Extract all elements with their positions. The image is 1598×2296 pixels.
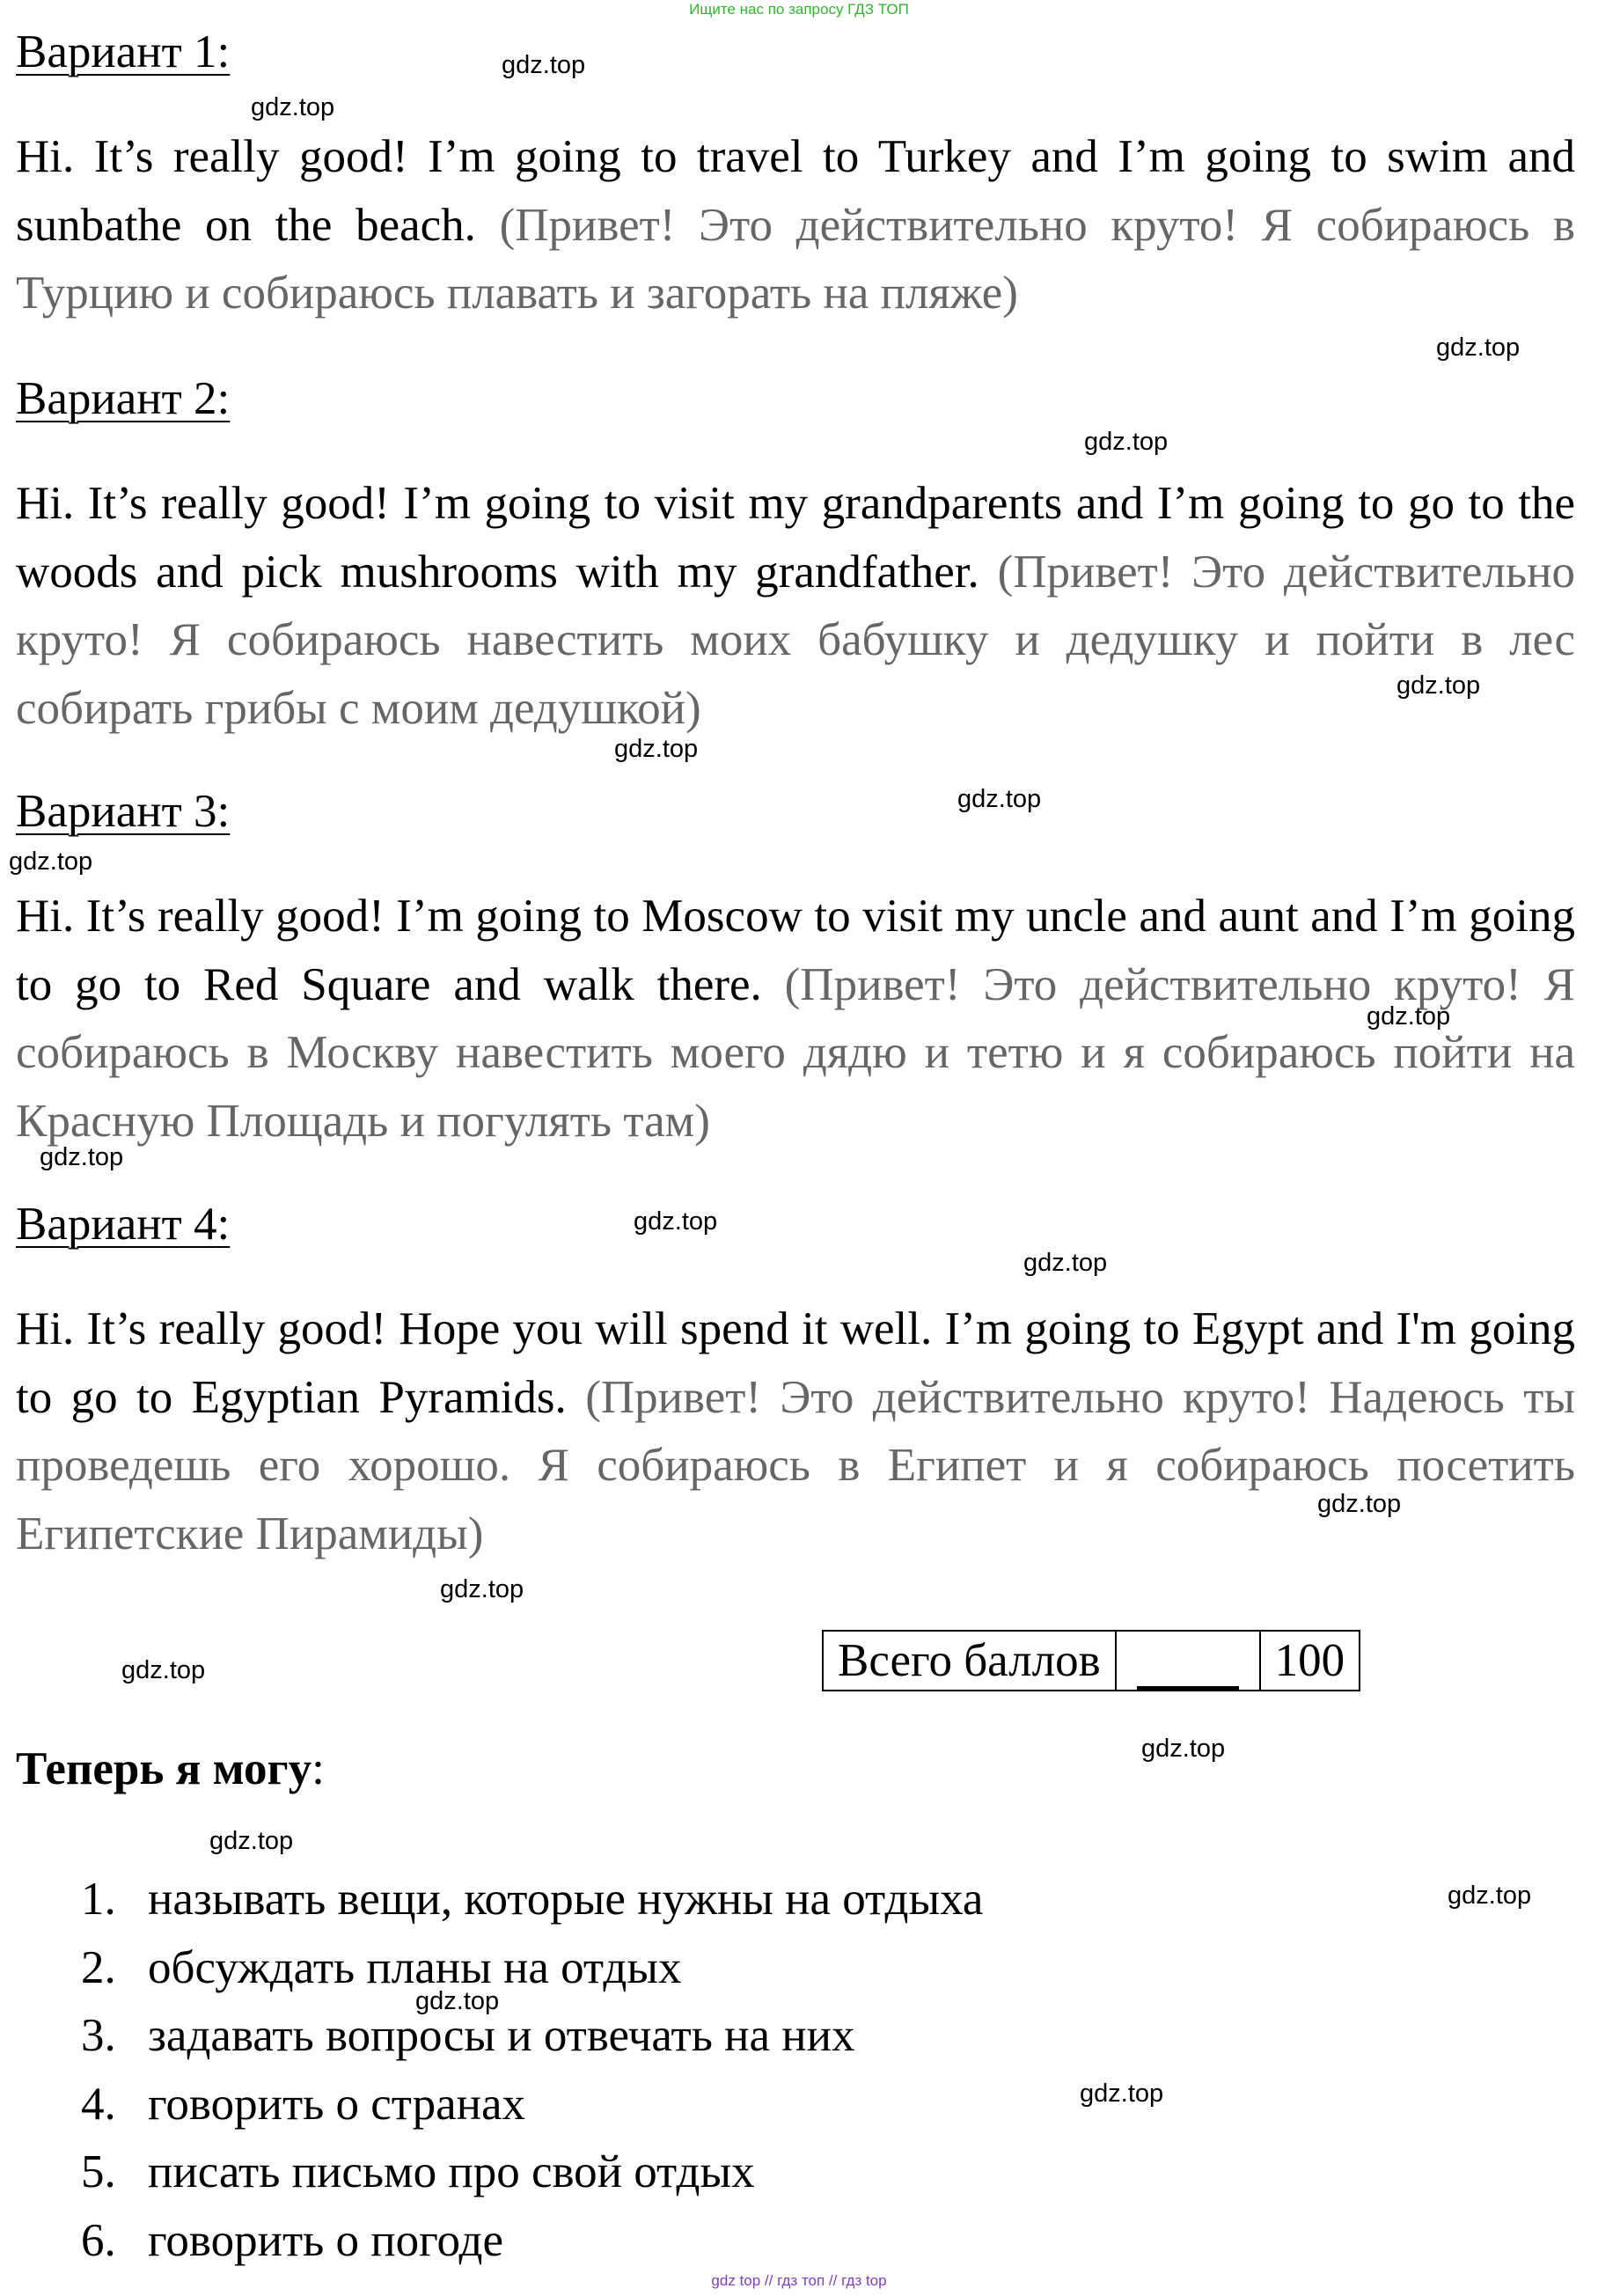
watermark: gdz.top [251, 93, 335, 121]
watermark: gdz.top [1317, 1490, 1402, 1518]
watermark: gdz.top [634, 1207, 718, 1236]
watermark: gdz.top [1396, 671, 1481, 700]
variant-4-russian: (Привет! Это действительно круто! Надеюсь ты проведешь его хорошо. Я собираюсь в Египет и я собираюсь посетить Египетские Пирамиды) [16, 1371, 1576, 1559]
list-item-text: говорить о погоде [148, 2214, 504, 2266]
list-item-number: 1. [81, 1874, 116, 1925]
can-do-title [16, 1740, 325, 1798]
variant-3-russian: (Привет! Это действительно круто! Я собираюсь в Москву навестить моего дядю и тетю и я собираюсь пойти на Красную Площадь и погулять там) [16, 958, 1576, 1147]
bottom-banner: gdz top // гдз топ // гдз top [711, 2272, 887, 2289]
can-do-list [81, 1866, 983, 2275]
variant-3-heading: Вариант 3: [16, 786, 231, 837]
list-item [81, 1934, 983, 2003]
watermark: gdz.top [957, 785, 1042, 813]
score-blank-line [1137, 1647, 1239, 1690]
list-item-number: 4. [81, 2078, 116, 2130]
list-item-text: писать письмо про свой отдых [148, 2146, 755, 2197]
variant-1-english: Hi. It’s really good! I’m going to travel to Turkey and I’m going to swim and sunbathe on the beach. [16, 131, 1575, 251]
variant-4-heading: Вариант 4: [16, 1199, 231, 1250]
list-item-number: 2. [81, 1941, 116, 1993]
watermark: gdz.top [1367, 1002, 1451, 1031]
watermark: gdz.top [1023, 1249, 1108, 1277]
variant-1-text [16, 123, 1575, 328]
variant-3-text [16, 883, 1575, 1155]
score-table [822, 1630, 1360, 1691]
list-item [81, 2002, 983, 2071]
list-item-text: говорить о странах [148, 2078, 526, 2130]
score-blank[interactable] [1116, 1631, 1260, 1691]
can-do-title-colon: : [312, 1743, 325, 1794]
watermark: gdz.top [415, 1987, 500, 2015]
watermark: gdz.top [502, 51, 586, 79]
watermark: gdz.top [1084, 428, 1169, 456]
list-item-text: обсуждать планы на отдых [148, 1941, 682, 1993]
list-item-text: называть вещи, которые нужны на отдыха [148, 1874, 984, 1925]
variant-4-text [16, 1295, 1575, 1568]
list-item [81, 2071, 983, 2139]
watermark: gdz.top [121, 1656, 206, 1684]
watermark: gdz.top [209, 1827, 294, 1855]
watermark: gdz.top [1436, 334, 1521, 362]
watermark: gdz.top [9, 847, 93, 876]
variant-1-heading: Вариант 1: [16, 26, 231, 77]
variant-1-russian: (Привет! Это действительно круто! Я собираюсь в Турцию и собираюсь плавать и загорать на пляже) [16, 199, 1576, 319]
watermark: gdz.top [440, 1575, 524, 1603]
variant-2-text [16, 470, 1575, 743]
list-item-number: 3. [81, 2010, 116, 2061]
list-item [81, 2138, 983, 2207]
variant-4-english: Hi. It’s really good! Hope you will spend it well. I’m going to Egypt and I'm going to go to Egyptian Pyramids. [16, 1303, 1575, 1423]
variant-2-english: Hi. It’s really good! I’m going to visit my grandparents and I’m going to go to the woods and pick mushrooms with my grandfather. [16, 478, 1575, 598]
score-label: Всего баллов [823, 1631, 1116, 1691]
watermark: gdz.top [1448, 1882, 1532, 1910]
list-item [81, 2207, 983, 2276]
watermark: gdz.top [614, 735, 699, 763]
list-item-number: 5. [81, 2146, 116, 2197]
top-banner: Ищите нас по запросу ГДЗ ТОП [689, 1, 909, 18]
can-do-title-text: Теперь я могу [16, 1743, 312, 1794]
watermark: gdz.top [40, 1143, 124, 1171]
list-item-number: 6. [81, 2214, 116, 2266]
list-item [81, 1866, 983, 1934]
variant-3-english: Hi. It’s really good! I’m going to Moscow to visit my uncle and aunt and I’m going to go to Red Square and walk there. [16, 891, 1575, 1010]
score-max: 100 [1260, 1631, 1360, 1691]
list-item-text: задавать вопросы и отвечать на них [148, 2010, 855, 2061]
variant-2-russian: (Привет! Это действительно круто! Я собираюсь навестить моих бабушку и дедушку и пойти в лес собирать грибы с моим дедушкой) [16, 546, 1576, 734]
watermark: gdz.top [1080, 2080, 1164, 2108]
variant-2-heading: Вариант 2: [16, 373, 231, 424]
watermark: gdz.top [1141, 1735, 1226, 1763]
